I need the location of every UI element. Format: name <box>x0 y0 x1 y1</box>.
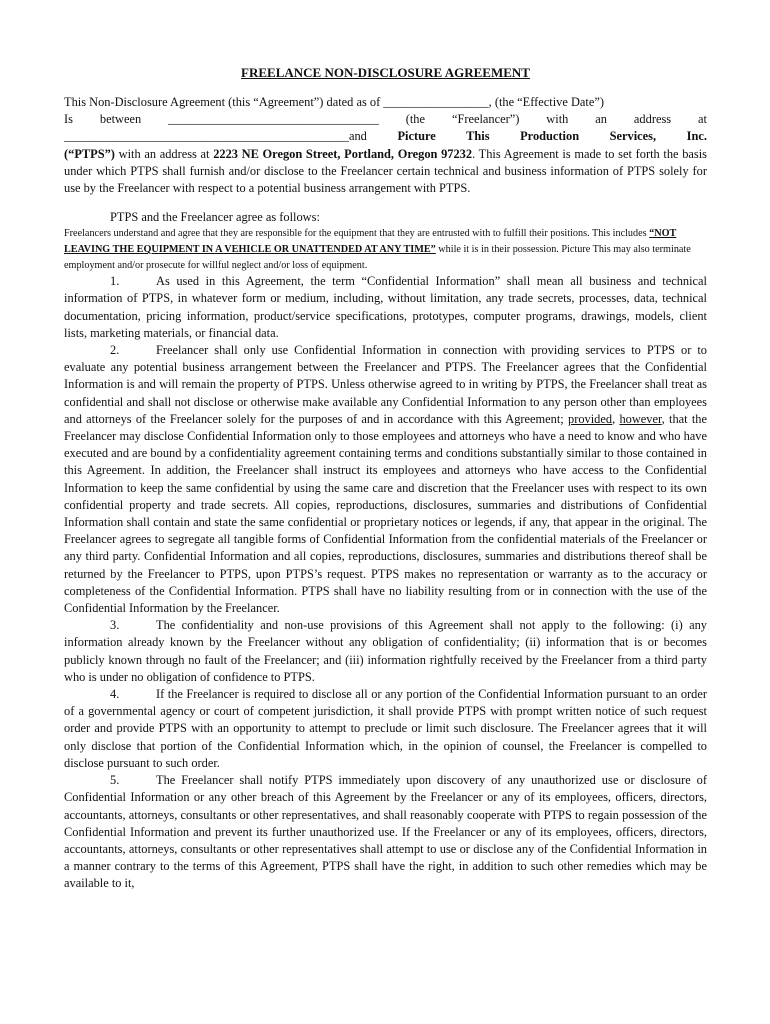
section-number: 4. <box>110 687 120 702</box>
section-5 <box>64 772 707 892</box>
equipment-notice: “NOT LEAVING THE EQUIPMENT IN A VEHICLE OR UNATTENDED AT ANY TIME” <box>64 228 677 256</box>
comma: , <box>612 411 620 426</box>
document-page <box>64 64 707 893</box>
address-blank: ______________________________________________and <box>64 129 398 144</box>
document-title: FREELANCE NON-DISCLOSURE AGREEMENT <box>241 65 530 80</box>
section-2 <box>64 342 707 617</box>
section-text: Freelancer shall only use Confidential Information in connection with providing services to PTPS or to evaluate any potential business arrangement between the Freelancer and PTPS. The Freelancer agrees that the Confidential Information is and will remain the property of PTPS. Unless otherwise agreed to in writing by PTPS, the Freelancer shall treat as confidential and shall not disclose or otherwise make available any Confidential Information to any person other than employees and attorneys of the Freelancer solely for the purposes of and in accordance with this Agreement; <box>64 343 707 426</box>
company-name: Picture This Production Services, Inc. <box>397 129 707 144</box>
address-label: with an address at <box>114 146 214 161</box>
section-number: 1. <box>110 274 120 289</box>
section-text: As used in this Agreement, the term “Confidential Information” shall mean all business and technical information of PTPS, in whatever form or medium, including, without limitation, any trade secrets, processes, data, technical documentation, pricing information, product/service specifications, prototypes, computer programs, drawings, models, client lists, marketing materials, or financial data. <box>64 274 707 340</box>
agree-line: PTPS and the Freelancer agree as follows: <box>110 210 320 225</box>
ptps-abbrev: (“PTPS”) <box>64 146 115 161</box>
intro-line-1: This Non-Disclosure Agreement (this “Agreement”) dated as of _________________, (the “Effective Date”) <box>64 95 604 109</box>
equipment-clause <box>64 226 707 273</box>
section-1 <box>64 273 707 342</box>
section-number: 3. <box>110 618 120 633</box>
provided-term: provided <box>568 411 613 426</box>
equipment-text-before: Freelancers understand and agree that they are responsible for the equipment that they are entrusted with to fulfill their positions. This includes <box>64 228 650 240</box>
intro-paragraph <box>64 94 707 197</box>
intro-purpose: . This Agreement is made to set forth the basis under which PTPS shall furnish and/or disclose to the Freelancer certain technical and business information of PTPS solely for use by the Freelancer with respect to a potential business arrangement with PTPS. <box>64 146 707 196</box>
intro-line-4 <box>64 146 707 198</box>
section-text-cont: , that the Freelancer may disclose Confidential Information only to those employees and attorneys who have a need to know and who have executed and are bound by a confidentiality agreement containing terms and conditions substantially similar to those contained in this Agreement. In addition, the Freelancer shall instruct its employees and attorneys who have access to the Confidential Information to keep the same confidential by using the same care and discretion that the Freelancer uses with respect to its own confidential property and trade secrets. All copies, reproductions, disclosures, summaries and distributions of Confidential Information shall contain and state the same confidential or proprietary notices or legends, if any, that appear in the original. The Freelancer agrees to segregate all tangible forms of Confidential Information from the confidential materials of the Freelancer or any third party. Confidential Information and all copies, reproductions, disclosures, summaries and distributions thereof shall be returned by the Freelancer to PTPS, upon PTPS’s request. PTPS makes no representation or warranty as to the accuracy or completeness of the Confidential Information. PTPS shall have no liability resulting from or in connection with the use of the Confidential Information by the Freelancer. <box>64 411 707 616</box>
section-number: 5. <box>110 773 120 788</box>
section-3 <box>64 617 707 686</box>
intro-line-2: Is between __________________________________ (the “Freelancer”) with an address at <box>64 112 707 127</box>
however-term: however <box>619 411 662 426</box>
section-text: If the Freelancer is required to disclose all or any portion of the Confidential Information pursuant to an order of a governmental agency or court of competent jurisdiction, it shall provide PTPS with prompt written notice of such request order and provide PTPS with an opportunity to attempt to preclude or limit such disclosure. The Freelancer agrees that it will only disclose that portion of the Confidential Information which, in the opinion of counsel, the Freelancer is compelled to disclose pursuant to such order. <box>64 687 707 770</box>
section-text: The Freelancer shall notify PTPS immediately upon discovery of any unauthorized use or disclosure of Confidential Information or any other breach of this Agreement by the Freelancer or any of its employees, officers, directors, accountants, attorneys, consultants or other representatives, and shall reasonably cooperate with PTPS to regain possession of the Confidential Information and prevent its further unauthorized use. If the Freelancer or any of its employees, officers, directors, accountants, attorneys, consultants or other representatives shall attempt to use or disclose any of the Confidential Information in a manner contrary to the terms of this Agreement, PTPS shall have the right, in addition to such other remedies which may be available to it, <box>64 773 707 891</box>
intro-line-3 <box>64 128 707 145</box>
equipment-text-after: while it is in their possession. Picture This may also terminate employment and/or prosecute for willful neglect and/or loss of equipment. <box>64 244 691 271</box>
section-number: 2. <box>110 343 120 358</box>
company-address: 2223 NE Oregon Street, Portland, Oregon 97232 <box>213 146 473 161</box>
section-text: The confidentiality and non-use provisions of this Agreement shall not apply to the following: (i) any information already known by the Freelancer without any obligation of confidentiality; (ii) information that is or becomes publicly known through no fault of the Freelancer; and (iii) information rightfully received by the Freelancer from a third party who is under no obligation of confidence to PTPS. <box>64 618 707 684</box>
section-4 <box>64 686 707 772</box>
